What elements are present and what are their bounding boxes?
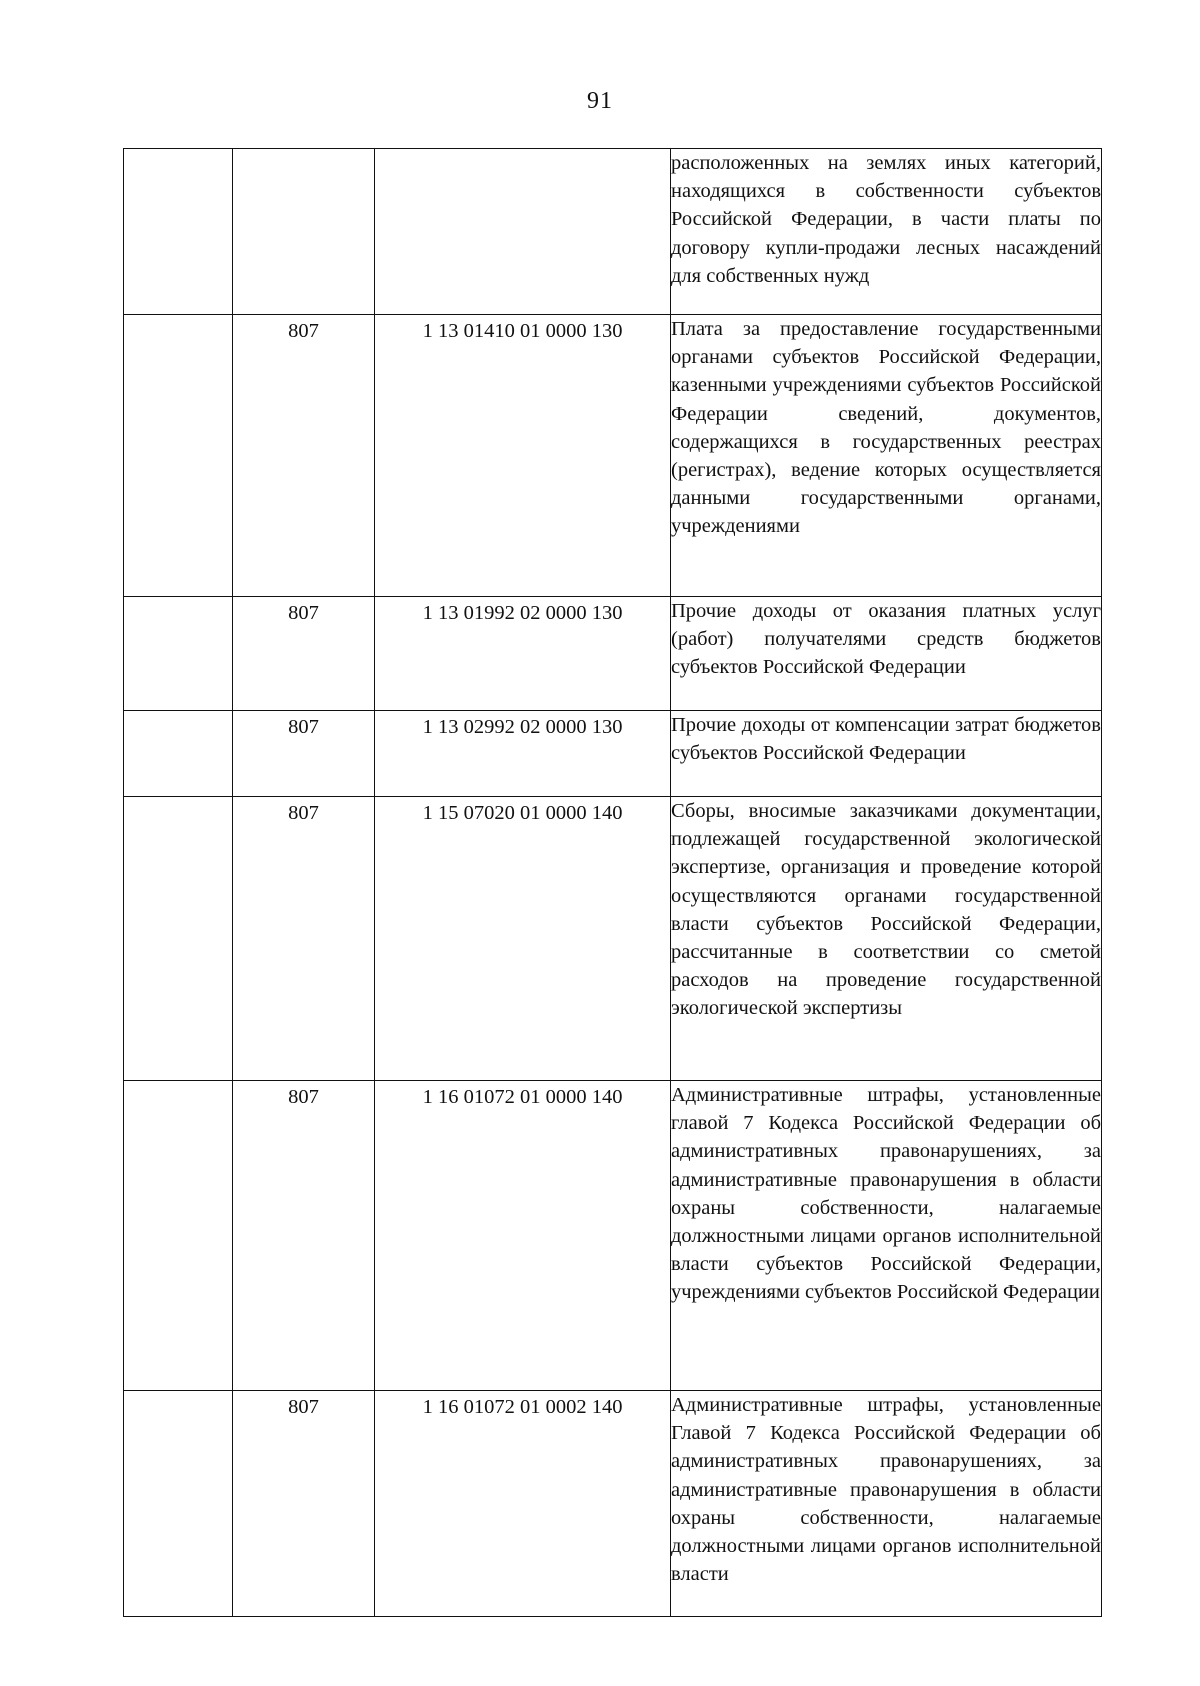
table-row: [124, 597, 1102, 711]
description-cell: расположенных на землях иных категорий, находящихся в собственности субъектов Российской Федерации, в части платы по договору купли-продажи лесных насаждений для собственных нужд: [671, 149, 1102, 315]
description-cell: Административные штрафы, установленные главой 7 Кодекса Российской Федерации об административных правонарушениях, за административные правонарушения в области охраны собственности, налагаемые должностными лицами органов исполнительной власти субъектов Российской Федерации, учреждениями субъектов Российской Федерации: [671, 1081, 1102, 1391]
admin-code: 807: [288, 320, 319, 342]
kbk-code: 1 13 01992 02 0000 130: [422, 602, 623, 624]
admin-code-cell: [233, 149, 375, 315]
description-cell: Прочие доходы от оказания платных услуг (работ) получателями средств бюджетов субъектов Российской Федерации: [671, 597, 1102, 711]
table-row: [124, 1081, 1102, 1391]
admin-code-cell: [233, 1081, 375, 1391]
description-cell: Прочие доходы от компенсации затрат бюджетов субъектов Российской Федерации: [671, 711, 1102, 797]
kbk-code-cell: [375, 797, 671, 1081]
empty-cell: [124, 315, 233, 597]
description-cell: Административные штрафы, установленные Главой 7 Кодекса Российской Федерации об административных правонарушениях, за административные правонарушения в области охраны собственности, налагаемые должностными лицами органов исполнительной власти: [671, 1391, 1102, 1617]
admin-code: 807: [288, 1396, 319, 1418]
kbk-code-cell: [375, 149, 671, 315]
admin-code: 807: [288, 1086, 319, 1108]
kbk-code: 1 16 01072 01 0000 140: [422, 1086, 623, 1108]
admin-code-cell: [233, 597, 375, 711]
page-number: 91: [587, 88, 613, 114]
description-cell: Плата за предоставление государственными органами субъектов Российской Федерации, казенными учреждениями субъектов Российской Федерации сведений, документов, содержащихся в государственных реестрах (регистрах), ведение которых осуществляется данными государственными органами, учреждениями: [671, 315, 1102, 597]
table-row: [124, 315, 1102, 597]
admin-code-cell: [233, 315, 375, 597]
description-cell: Сборы, вносимые заказчиками документации, подлежащей государственной экологической экспертизе, организация и проведение которой осуществляются органами государственной власти субъектов Российской Федерации, рассчитанные в соответствии со сметой расходов на проведение государственной экологической экспертизы: [671, 797, 1102, 1081]
admin-code-cell: [233, 1391, 375, 1617]
table-row: [124, 711, 1102, 797]
kbk-code-cell: [375, 315, 671, 597]
kbk-code-cell: [375, 597, 671, 711]
kbk-code-cell: [375, 1081, 671, 1391]
kbk-code: 1 13 02992 02 0000 130: [422, 716, 623, 738]
admin-code-cell: [233, 797, 375, 1081]
income-codes-table: [123, 148, 1102, 1617]
table-row: [124, 149, 1102, 315]
table-row: [124, 797, 1102, 1081]
empty-cell: [124, 149, 233, 315]
admin-code: 807: [288, 716, 319, 738]
kbk-code: 1 13 01410 01 0000 130: [422, 320, 623, 342]
kbk-code-cell: [375, 1391, 671, 1617]
admin-code: 807: [288, 802, 319, 824]
empty-cell: [124, 797, 233, 1081]
empty-cell: [124, 711, 233, 797]
admin-code-cell: [233, 711, 375, 797]
kbk-code: 1 16 01072 01 0002 140: [422, 1396, 623, 1418]
kbk-code: 1 15 07020 01 0000 140: [422, 802, 623, 824]
empty-cell: [124, 597, 233, 711]
empty-cell: [124, 1081, 233, 1391]
kbk-code-cell: [375, 711, 671, 797]
admin-code: 807: [288, 602, 319, 624]
table-row: [124, 1391, 1102, 1617]
empty-cell: [124, 1391, 233, 1617]
